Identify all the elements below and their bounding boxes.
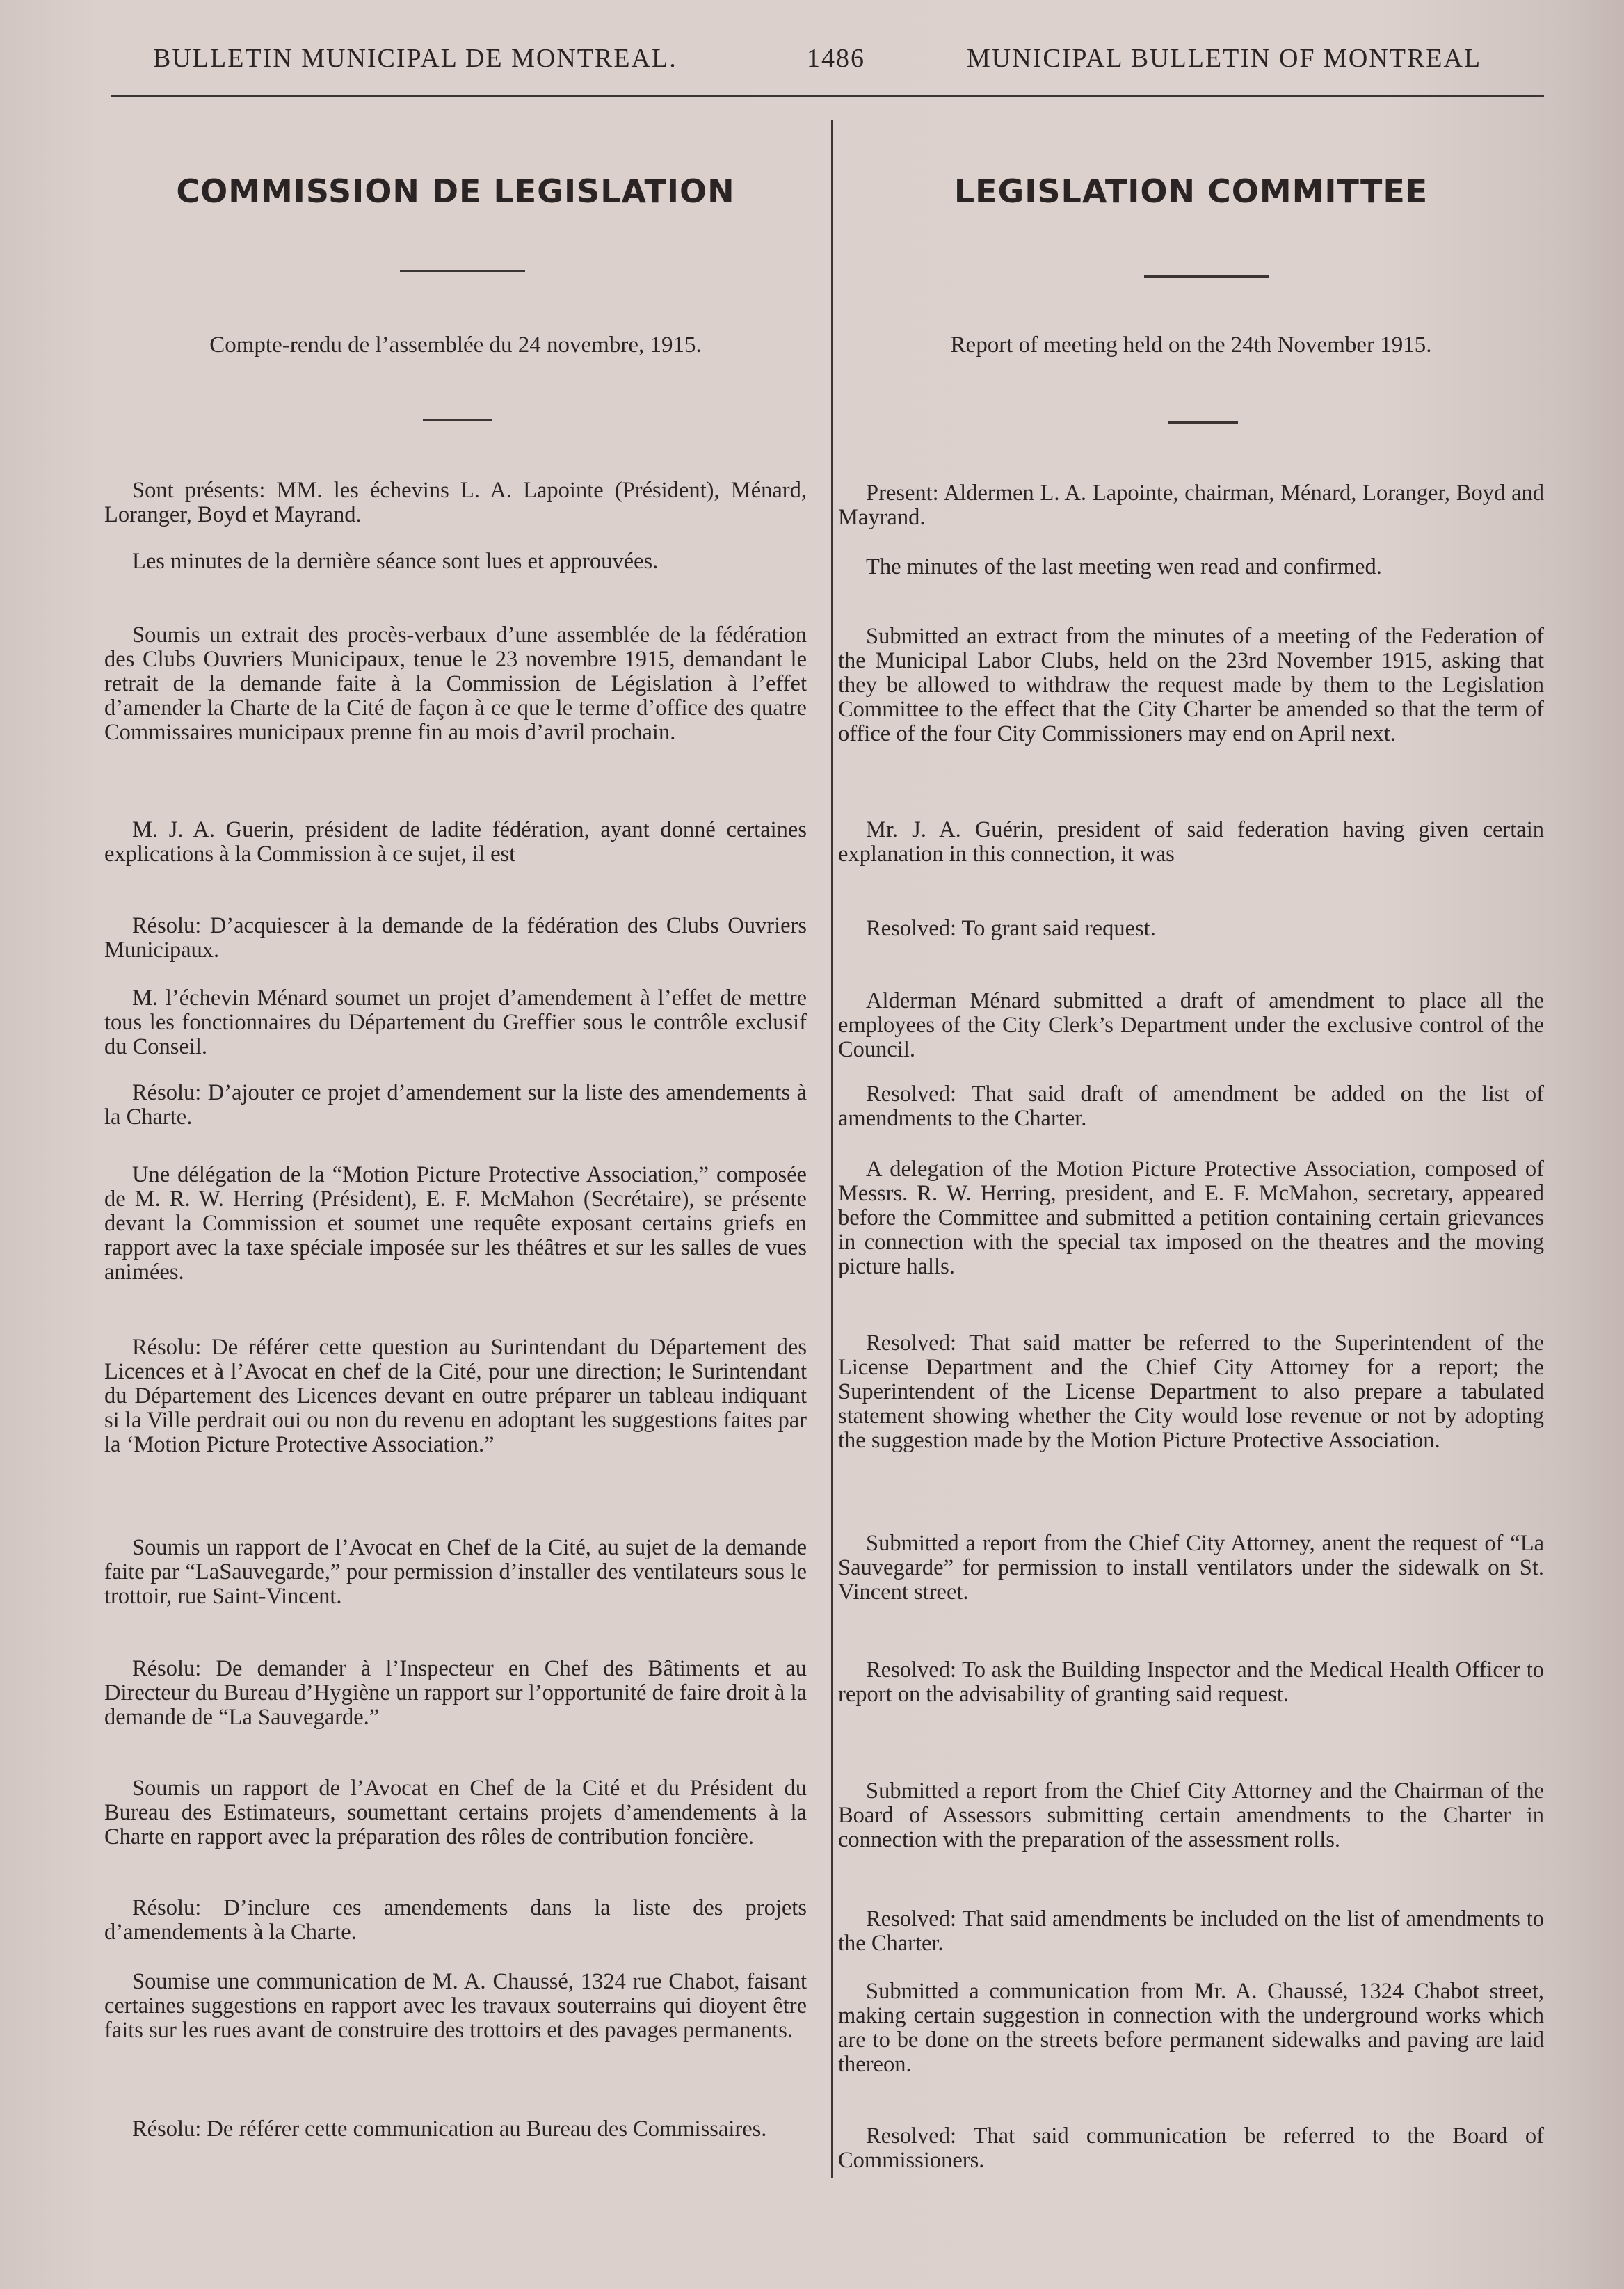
paragraph: Soumis un extrait des procès-verbaux d’une assemblée de la fédération des Clubs Ouvriers Municipaux, tenue le 23 novembre 1915, demandant le retrait de la demande faite à la Commission de Législation à l’effet d’amender la Charte de la Cité de façon à ce que le terme d’office des quatre Commissaires municipaux prenne fin au mois d’avril prochain.	[104, 623, 807, 745]
paragraph: Soumis un rapport de l’Avocat en Chef de la Cité et du Président du Bureau des Estimateurs, soumettant certains projets d’amendements à la Charte en rapport avec la préparation des rôles de contribution foncière.	[104, 1776, 807, 1849]
paragraph: Résolu: De référer cette communication au Bureau des Commissaires.	[132, 2117, 767, 2142]
paragraph: Résolu: De référer cette question au Surintendant du Département des Licences et à l’Avocat en chef de la Cité, pour une direction; le Surintendant du Département des Licences devant en outre préparer un tableau indiquant si la Ville perdrait oui ou non du revenu en adoptant les suggestions faites par la ‘Motion Picture Protective Association.”	[104, 1335, 807, 1457]
paragraph: Resolved: To grant said request.	[866, 916, 1156, 941]
paragraph: Submitted a report from the Chief City Attorney, anent the request of “La Sauvegarde” for permission to install ventilators under the sidewalk on St. Vincent street.	[838, 1531, 1544, 1605]
paragraph: The minutes of the last meeting wen read and confirmed.	[866, 554, 1382, 579]
paragraph: Résolu: D’ajouter ce projet d’amendement sur la liste des amendements à la Charte.	[104, 1080, 807, 1130]
paragraph: Submitted a report from the Chief City Attorney and the Chairman of the Board of Assessors submitting certain amendments to the Charter in connection with the preparation of the assessment rolls.	[838, 1778, 1544, 1852]
french-heading-rule	[400, 270, 525, 272]
paragraph: Mr. J. A. Guérin, president of said federation having given certain explanation in this connection, it was	[838, 817, 1544, 867]
header-rule	[111, 95, 1544, 97]
paragraph: Submitted an extract from the minutes of a meeting of the Federation of the Municipal Labor Clubs, held on the 23rd November 1915, asking that they be allowed to withdraw the request made by them to the Legislation Committee to the effect that the City Charter be amended so that the term of office of the four City Commissioners may end on April next.	[838, 624, 1544, 746]
paragraph: Résolu: De demander à l’Inspecteur en Chef des Bâtiments et au Directeur du Bureau d’Hygiène un rapport sur l’opportunité de faire droit à la demande de “La Sauvegarde.”	[104, 1656, 807, 1730]
paragraph: Soumise une communication de M. A. Chaussé, 1324 rue Chabot, faisant certaines suggestions en rapport avec les travaux souterrains qui dioyent être faits sur les rues avant de construire des trottoirs et des pavages permanents.	[104, 1969, 807, 2043]
paragraph: Soumis un rapport de l’Avocat en Chef de la Cité, au sujet de la demande faite par “LaSauvegarde,” pour permission d’installer des ventilateurs sous le trottoir, rue Saint-Vincent.	[104, 1535, 807, 1609]
paragraph: Sont présents: MM. les échevins L. A. Lapointe (Président), Ménard, Loranger, Boyd et Mayrand.	[104, 478, 807, 527]
english-meeting-line: Report of meeting held on the 24th November 1915.	[950, 332, 1432, 358]
paragraph: Resolved: To ask the Building Inspector and the Medical Health Officer to report on the advisability of granting said request.	[838, 1657, 1544, 1707]
paragraph: Resolved: That said amendments be included on the list of amendments to the Charter.	[838, 1906, 1544, 1956]
french-heading: COMMISSION DE LEGISLATION	[176, 172, 735, 210]
paragraph: Résolu: D’acquiescer à la demande de la fédération des Clubs Ouvriers Municipaux.	[104, 913, 807, 963]
english-meeting-rule	[1168, 421, 1238, 424]
paragraph: Resolved: That said communication be referred to the Board of Commissioners.	[838, 2123, 1544, 2173]
paragraph: Alderman Ménard submitted a draft of amendment to place all the employees of the City Clerk’s Department under the exclusive control of the Council.	[838, 988, 1544, 1062]
header-english-title: MUNICIPAL BULLETIN OF MONTREAL	[967, 44, 1482, 73]
english-heading-rule	[1144, 275, 1269, 278]
paragraph: Resolved: That said matter be referred to the Superintendent of the License Department and the Chief City Attorney for a report; the Superintendent of the License Department to also prepare a tabulated statement showing whether the City would lose revenue or not by adopting the suggestion made by the Motion Picture Protective Association.	[838, 1331, 1544, 1453]
paragraph: Une délégation de la “Motion Picture Protective Association,” composée de M. R. W. Herring (Président), E. F. McMahon (Secrétaire), se présente devant la Commission et soumet une requête exposant certains griefs en rapport avec la taxe spéciale imposée sur les théâtres et sur les salles de vues animées.	[104, 1162, 807, 1285]
page-number: 1486	[807, 44, 865, 73]
paragraph: Les minutes de la dernière séance sont lues et approuvées.	[132, 549, 659, 574]
french-meeting-line: Compte-rendu de l’assemblée du 24 novembre, 1915.	[209, 332, 702, 358]
paragraph: Present: Aldermen L. A. Lapointe, chairman, Ménard, Loranger, Boyd and Mayrand.	[838, 481, 1544, 530]
french-meeting-rule	[423, 419, 492, 421]
paragraph: Resolved: That said draft of amendment be added on the list of amendments to the Charter.	[838, 1082, 1544, 1131]
running-head	[153, 43, 1554, 78]
english-heading: LEGISLATION COMMITTEE	[954, 172, 1429, 210]
paragraph: M. J. A. Guerin, président de ladite fédération, ayant donné certaines explications à la Commission à ce sujet, il est	[104, 817, 807, 867]
header-french-title: BULLETIN MUNICIPAL DE MONTREAL.	[153, 44, 677, 73]
paragraph: Submitted a communication from Mr. A. Chaussé, 1324 Chabot street, making certain suggestion in connection with the underground works which are to be done on the streets before permanent sidewalks and paving are laid thereon.	[838, 1979, 1544, 2077]
column-divider	[831, 120, 833, 2178]
paragraph: M. l’échevin Ménard soumet un projet d’amendement à l’effet de mettre tous les fonctionnaires du Département du Greffier sous le contrôle exclusif du Conseil.	[104, 986, 807, 1059]
paragraph: Résolu: D’inclure ces amendements dans la liste des projets d’amendements à la Charte.	[104, 1895, 807, 1945]
paragraph: A delegation of the Motion Picture Protective Association, composed of Messrs. R. W. Herring, president, and E. F. McMahon, secretary, appeared before the Committee and submitted a petition containing certain grievances in connection with the special tax imposed on the theatres and the moving picture halls.	[838, 1157, 1544, 1279]
